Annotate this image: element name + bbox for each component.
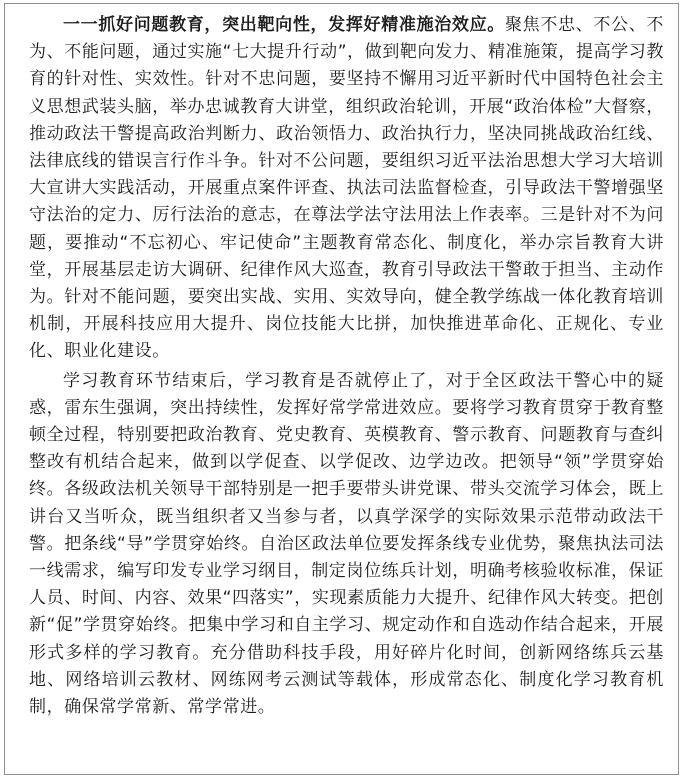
article-frame [4,3,679,775]
paragraph-lead-heading: 一一抓好问题教育，突出靶向性，发挥好精准施治效应。 [63,15,505,35]
paragraph-body: 聚焦不忠、不公、不为、不能问题，通过实施“七大提升行动”，做到靶向发力、精准施策，提高学习教育的针对性、实效性。针对不忠问题，要坚持不懈用习近平新时代中国特色社会主义思想武装头脑，举办忠诚教育大讲堂，组织政治轮训，开展“政治体检”大督察，推动政法干警提高政治判断力、政治领悟力、政治执行力，坚决同挑战政治红线、法律底线的错误言行作斗争。针对不公问题，要组织习近平法治思想大学习大培训大宣讲大实践活动，开展重点案件评查、执法司法监督检查，引导政法干警增强坚守法治的定力、厉行法治的意志，在尊法学法守法用法上作表率。三是针对不为问题，要推动“不忘初心、牢记使命”主题教育常态化、制度化，举办宗旨教育大讲堂，开展基层走访大调研、纪律作风大巡查，教育引导政法干警敢于担当、主动作为。针对不能问题，要突出实战、实用、实效导向，健全教学练战一体化教育培训机制，开展科技应用大提升、岗位技能大比拼，加快推进革命化、正规化、专业化、职业化建设。 [29,15,664,362]
paragraph-continuous-learning: 学习教育环节结束后，学习教育是否就停止了，对于全区政法干警心中的疑惑，雷东生强调，突出持续性，发挥好常学常进效应。要将学习教育贯穿于教育整顿全过程，特别要把政治教育、党史教育、英模教育、警示教育、问题教育与查纠整改有机结合起来，做到以学促查、以学促改、边学边改。把领导“领”学贯穿始终。各级政法机关领导干部特别是一把手要带头讲党课、带头交流学习体会，既上讲台又当听众，既当组织者又当参与者，以真学深学的实际效果示范带动政法干警。把条线“导”学贯穿始终。自治区政法单位要发挥条线专业优势，聚焦执法司法一线需求，编写印发专业学习纲目，制定岗位练兵计划，明确考核验收标准，保证人员、时间、内容、效果“四落实”，实现素质能力大提升、纪律作风大转变。把创新“促”学贯穿始终。把集中学习和自主学习、规定动作和自选动作结合起来，开展形式多样的学习教育。充分借助科技手段，用好碎片化时间，创新网络练兵云基地、网络培训云教材、网练网考云测试等载体，形成常态化、制度化学习教育机制，确保常学常新、常学常进。 [29,370,664,718]
paragraph-problem-education [29,12,664,366]
